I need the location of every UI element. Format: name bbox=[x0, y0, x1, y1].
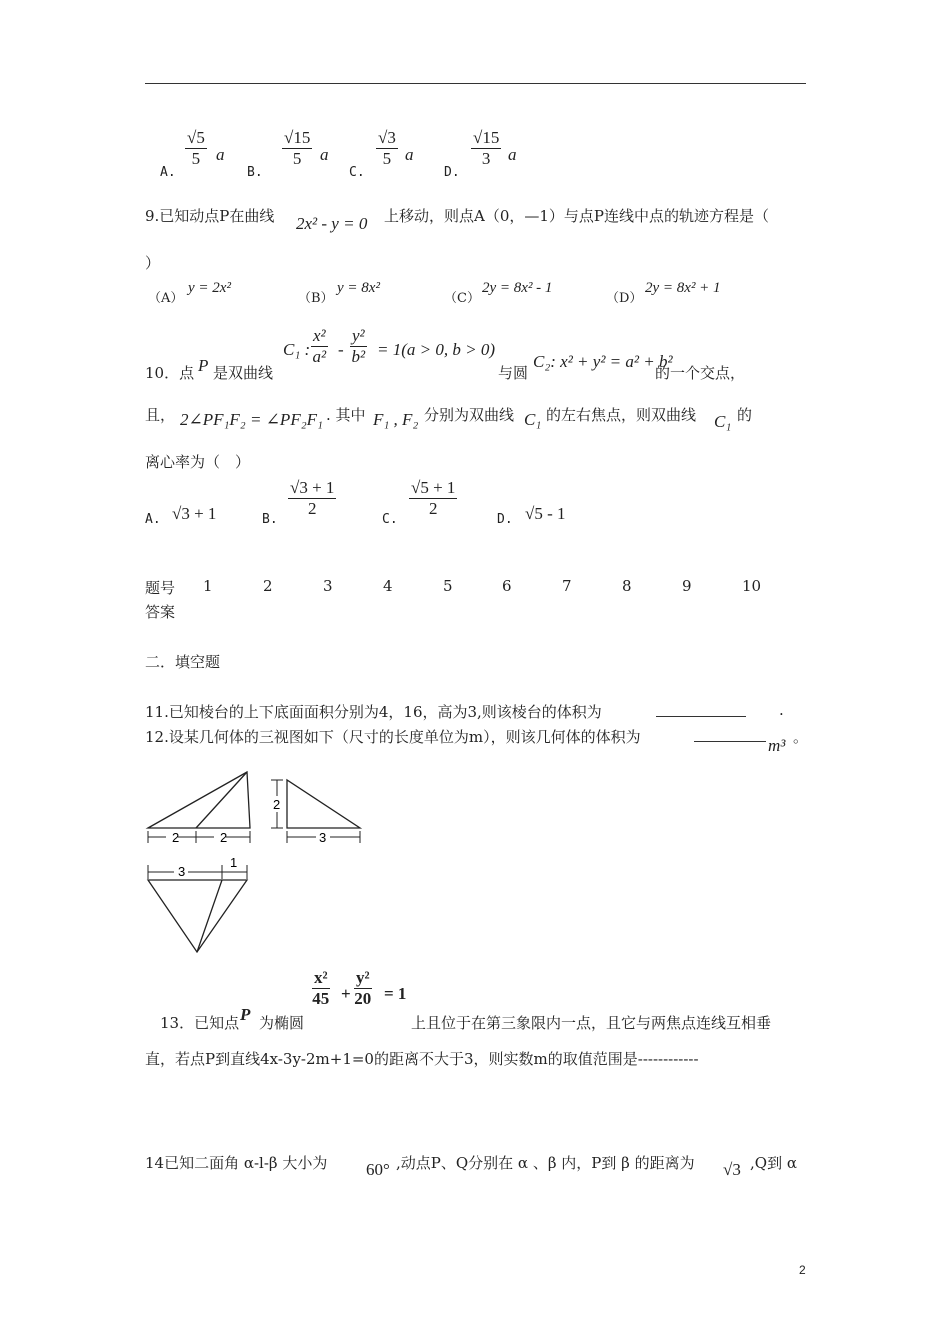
answer-table-header-label: 题号 bbox=[145, 579, 176, 597]
q8-option-a-label: A. bbox=[160, 165, 176, 180]
q9-prefix: 9.已知动点P在曲线 bbox=[145, 207, 275, 225]
q9-option-a-label: （A） bbox=[148, 291, 184, 306]
q8-option-a-var: a bbox=[216, 145, 225, 164]
q10-of: 的 bbox=[737, 406, 753, 424]
q9-option-b-label: （B） bbox=[298, 291, 334, 306]
q13-line1-rest: 上且位于在第三象限内一点，且它与两焦点连线互相垂 bbox=[411, 1014, 772, 1032]
q12-end: 。 bbox=[793, 728, 809, 746]
answer-table-number: 7 bbox=[562, 577, 572, 595]
page-number: 2 bbox=[799, 1263, 806, 1277]
q8-option-d-frac: $\frac{√15}{3}$ bbox=[473, 128, 500, 168]
q13-ellipse-rhs: = 1 bbox=[384, 984, 407, 1003]
front-view-inner-edge bbox=[196, 772, 247, 828]
answer-table-number: 6 bbox=[502, 577, 512, 595]
q10-mid: 是双曲线 bbox=[213, 364, 274, 382]
q10-hyperbola-name: C₁ : bbox=[283, 340, 311, 359]
section2-title: 二．填空题 bbox=[145, 653, 221, 671]
top-view-label-right: 1 bbox=[230, 855, 238, 870]
q10-circle: C₂: x² + y² = a² + b² bbox=[533, 352, 673, 371]
answer-table-answer-label: 答案 bbox=[145, 603, 176, 621]
side-view-outline bbox=[287, 780, 360, 828]
q10-option-c-frac: $\frac{√5 + 1}{2}$ bbox=[411, 478, 456, 518]
top-view-label-left: 3 bbox=[178, 864, 186, 879]
q10-option-c-label: C. bbox=[382, 512, 398, 527]
q10-line2-start: 且， bbox=[145, 406, 176, 424]
q14-end: ,Q到 α bbox=[750, 1154, 797, 1172]
q9-option-b-expr: y = 8x² bbox=[337, 280, 380, 296]
answer-table-number: 2 bbox=[263, 577, 273, 595]
front-view-label-right: 2 bbox=[220, 830, 228, 845]
q8-option-b-label: B. bbox=[247, 165, 263, 180]
q10-option-a-expr: √3 + 1 bbox=[172, 504, 217, 523]
q10-hyperbola-frac-y: $\frac{\text{y²}}{\text{b²}}$ bbox=[351, 326, 366, 366]
q8-option-c-frac: $\frac{√3}{5}$ bbox=[378, 128, 396, 168]
q13-point: P bbox=[240, 1005, 251, 1024]
q11-answer-blank[interactable] bbox=[656, 716, 746, 717]
answer-table-number: 5 bbox=[443, 577, 453, 595]
q9-suffix: 上移动，则点A（0，—1）与点P连线中点的轨迹方程是（ bbox=[384, 207, 770, 225]
q10-with-circle: 与圆 bbox=[498, 364, 529, 382]
side-view-base-label: 3 bbox=[319, 830, 327, 845]
answer-table-number: 4 bbox=[383, 577, 393, 595]
q10-hyperbola-frac-x: $\frac{\text{x²}}{\text{a²}}$ bbox=[312, 326, 327, 366]
q13-ellipse-frac-x: $\frac{\text{x²}}{45}$ bbox=[312, 968, 330, 1008]
q13-line2: 直，若点P到直线4x-3y-2m+1=0的距离不大于3，则实数m的取值范围是------------ bbox=[145, 1050, 699, 1068]
q10-option-d-expr: √5 - 1 bbox=[525, 504, 566, 523]
q13-ellipse-frac-y: $\frac{\text{y²}}{20}$ bbox=[354, 968, 372, 1008]
q10-line2-rest: 分别为双曲线 bbox=[424, 406, 515, 424]
q10-option-b-frac: $\frac{√3 + 1}{2}$ bbox=[290, 478, 335, 518]
top-view-outline bbox=[148, 880, 247, 952]
q10-option-d-label: D. bbox=[497, 512, 513, 527]
q10-hyperbola-rest: = 1(a > 0, b > 0) bbox=[377, 340, 495, 359]
q10-foci: F₁ , F₂ bbox=[373, 410, 419, 429]
q12-answer-blank[interactable] bbox=[694, 741, 766, 742]
q10-c1b: C₁ bbox=[714, 412, 732, 431]
answer-table-number: 1 bbox=[203, 577, 213, 595]
q14-dist: √3 bbox=[723, 1160, 741, 1179]
q13-ellipse-plus: + bbox=[341, 984, 351, 1003]
q10-line2-mid: . 其中 bbox=[326, 406, 366, 424]
q9-option-d-expr: 2y = 8x² + 1 bbox=[645, 280, 721, 296]
answer-table-number: 10 bbox=[742, 577, 762, 595]
q12-text: 12.设某几何体的三视图如下（尺寸的长度单位为m），则该几何体的体积为 bbox=[145, 728, 641, 746]
q14-prefix: 14已知二面角 α-l-β 大小为 bbox=[145, 1154, 328, 1172]
three-view-figure bbox=[140, 765, 370, 960]
q8-option-c-label: C. bbox=[349, 165, 365, 180]
q9-option-a-expr: y = 2x² bbox=[188, 280, 231, 296]
q10-intersection: 的一个交点， bbox=[655, 364, 746, 382]
top-view bbox=[148, 880, 247, 952]
q10-angle-eq: 2∠PF₁F₂ = ∠PF₂F₁ bbox=[180, 410, 323, 429]
q13-prefix: 13．已知点 bbox=[160, 1014, 240, 1032]
q8-option-b-frac: $\frac{√15}{5}$ bbox=[284, 128, 311, 168]
q11-text: 11.已知棱台的上下底面面积分别为4，16，高为3,则该棱台的体积为 bbox=[145, 703, 602, 721]
q10-hyperbola-minus: - bbox=[338, 340, 344, 359]
front-view-dimension bbox=[148, 831, 250, 843]
q10-option-a-label: A. bbox=[145, 512, 161, 527]
q9-option-c-expr: 2y = 8x² - 1 bbox=[482, 280, 553, 296]
header-rule bbox=[145, 83, 806, 84]
q9-option-c-label: （C） bbox=[444, 291, 480, 306]
front-view-outline bbox=[148, 772, 250, 828]
q10-prefix: 10．点 bbox=[145, 364, 195, 382]
side-view bbox=[287, 780, 360, 828]
q9-curve: 2x² - y = 0 bbox=[296, 214, 368, 233]
q13-mid: 为椭圆 bbox=[259, 1014, 305, 1032]
answer-table-number: 8 bbox=[622, 577, 632, 595]
q10-point: P bbox=[198, 356, 209, 375]
q11-end: . bbox=[779, 701, 784, 719]
side-view-height-label: 2 bbox=[273, 797, 281, 812]
q14-angle: 60° bbox=[366, 1160, 390, 1179]
q8-option-c-var: a bbox=[405, 145, 414, 164]
q8-option-a-frac: $\frac{√5}{5}$ bbox=[187, 128, 205, 168]
top-view-inner-edge bbox=[197, 880, 222, 952]
q12-unit: m³ bbox=[768, 736, 786, 755]
front-view-label-left: 2 bbox=[172, 830, 180, 845]
answer-table-number: 3 bbox=[323, 577, 333, 595]
q8-option-d-var: a bbox=[508, 145, 517, 164]
q14-mid: ,动点P、Q分别在 α 、β 内，P到 β 的距离为 bbox=[396, 1154, 695, 1172]
q8-option-b-var: a bbox=[320, 145, 329, 164]
q9-option-d-label: （D） bbox=[606, 291, 643, 306]
q10-c1: C₁ bbox=[524, 410, 542, 429]
q10-line3: 离心率为（ ） bbox=[145, 453, 251, 471]
q10-line2-end: 的左右焦点，则双曲线 bbox=[546, 406, 697, 424]
q8-option-d-label: D. bbox=[444, 165, 460, 180]
q10-option-b-label: B. bbox=[262, 512, 278, 527]
q9-close: ） bbox=[145, 254, 161, 272]
side-view-dimension bbox=[271, 780, 360, 843]
answer-table-number: 9 bbox=[682, 577, 692, 595]
front-view bbox=[148, 772, 250, 828]
